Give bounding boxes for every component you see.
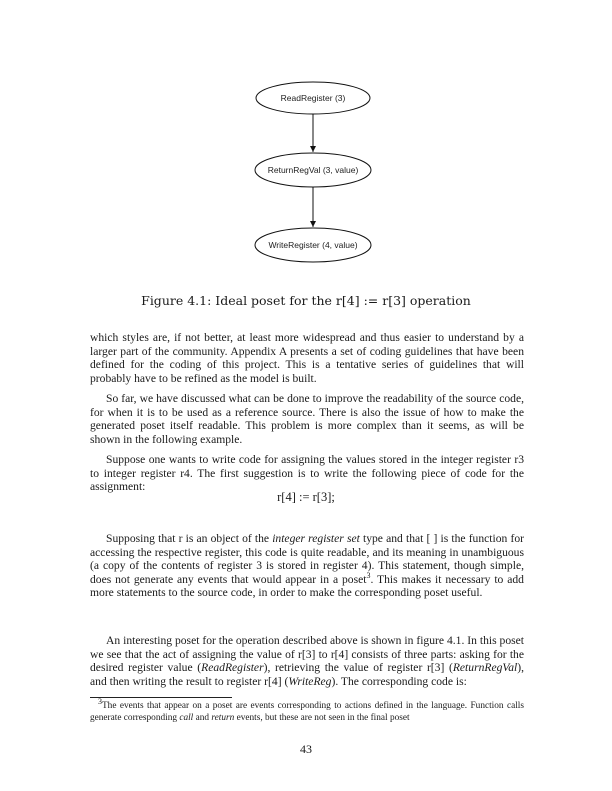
emphasis: call: [179, 713, 194, 723]
text: ), retrieving the value of register r[3] (: [263, 661, 453, 675]
code-equation: r[4] := r[3];: [277, 490, 335, 504]
text: . This makes it necessary to add more statements to the source code, in order to make the corresponding poset useful.: [90, 572, 524, 600]
poset-figure: [0, 0, 612, 290]
text: events, but these are not seen in the final poset: [234, 713, 410, 723]
paragraph-3: Suppose one wants to write code for assigning the values stored in the integer register r3 to integer register r4. The first suggestion is to write the following piece of code for the assignment:: [90, 453, 524, 494]
footnote-ref[interactable]: 3: [366, 570, 371, 580]
footnote-mark: 3: [98, 696, 102, 706]
text: type and that [ ] is the function for accessing the respective register, this code is quite readable, and its meaning in unambiguous (a copy of the contents of register 3 is stored in register 4). This statement, though simple, does not generate any events that would appear in a poset: [90, 532, 524, 586]
node-write-register-label: WriteRegister (4, value): [268, 240, 358, 250]
emphasis: integer register set: [272, 532, 360, 545]
text: The events that appear on a poset are events corresponding to actions defined in the language. Function calls generate corresponding: [90, 701, 524, 723]
paragraph-2: So far, we have discussed what can be done to improve the readability of the source code, for when it is to be used as a reference source. There is also the issue of how to make the generated poset itself readable. This problem is more complex than it seems, as will be shown in the following example.: [90, 392, 524, 446]
footnote: [90, 696, 524, 724]
footnote-rule: [90, 697, 232, 698]
emphasis: ReadRegister: [201, 661, 264, 675]
text: An interesting poset for the operation described above is shown in figure 4.1. In this poset we see that the act of assigning the value of r[3] to r[4] consists of three parts: asking for the desired register value (: [90, 634, 524, 675]
paragraph-1: which styles are, if not better, at least more widespread and thus easier to understand by a larger part of the community. Appendix A presents a set of coding guidelines that have been defined for the coding of this project. This is a tentative series of guidelines that will probably have to be refined as the model is built.: [90, 331, 524, 385]
text: ). The corresponding code is:: [331, 674, 467, 688]
node-read-register-label: ReadRegister (3): [280, 93, 346, 103]
node-return-reg-val-label: ReturnRegVal (3, value): [267, 165, 359, 175]
emphasis: WriteReg: [288, 674, 332, 688]
poset-diagram: [0, 0, 612, 290]
text: Supposing that r is an object of the: [106, 532, 273, 545]
paragraph-4: [90, 532, 524, 600]
text: ), and then writing the result to register r[4] (: [90, 661, 524, 688]
figure-caption: Figure 4.1: Ideal poset for the r[4] := r[3] operation: [141, 293, 471, 308]
emphasis: ReturnRegVal: [452, 661, 518, 675]
page-number: 43: [300, 742, 312, 756]
text: and: [193, 713, 212, 723]
emphasis: return: [211, 713, 235, 723]
paragraph-5: [90, 634, 524, 688]
